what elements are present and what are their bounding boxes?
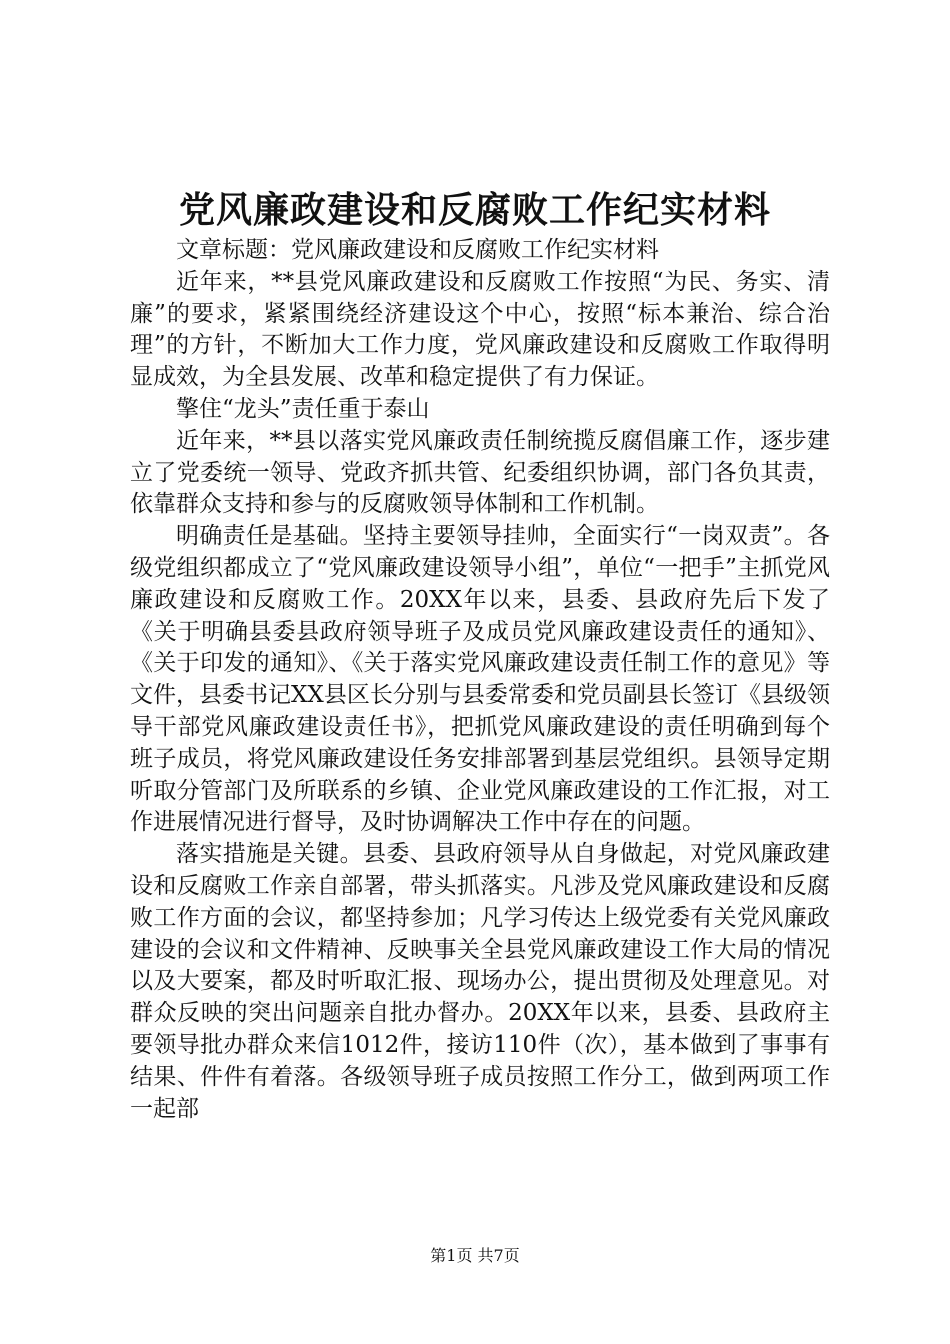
paragraph-measures: 落实措施是关键。县委、县政府领导从自身做起，对党风廉政建设和反腐败工作亲自部署，带头抓落实。凡涉及党风廉政建设和反腐败工作方面的会议，都坚持参加；凡学习传达上级党委有关党风廉政建设的会议和文件精神、反映事关全县党风廉政建设工作大局的情况以及大要案，都及时听取汇报、现场办公，提出贯彻及处理意见。对群众反映的突出问题亲自批办督办。20XX年以来，县委、县政府主要领导批办群众来信1012件，接访110件（次），基本做到了事事有结果、件件有着落。各级领导班子成员按照工作分工，做到两项工作一起部 [130,841,830,1122]
paragraph-article-title: 文章标题：党风廉政建设和反腐败工作纪实材料 [176,237,659,263]
paragraph-responsibility: 明确责任是基础。坚持主要领导挂帅，全面实行“一岗双责”。各级党组织都成立了“党风廉政建设领导小组”，单位“一把手”主抓党风廉政建设和反腐败工作。20XX年以来，县委、县政府先后下发了《关于明确县委县政府领导班子及成员党风廉政建设责任的通知》、《关于印发的通知》、《关于落实党风廉政建设责任制工作的意见》等文件，县委书记XX县区长分别与县委常委和党员副县长签订《县级领导干部党风廉政建设责任书》，把抓党风廉政建设的责任明确到每个班子成员，将党风廉政建设任务安排部署到基层党组织。县领导定期听取分管部门及所联系的乡镇、企业党风廉政建设的工作汇报，对工作进展情况进行督导，及时协调解决工作中存在的问题。 [130,523,830,836]
document-body [130,235,830,1125]
section-heading: 擎住“龙头”责任重于泰山 [176,395,430,422]
paragraph-intro: 近年来，**县党风廉政建设和反腐败工作按照“为民、务实、清廉”的要求，紧紧围绕经济建设这个中心，按照“标本兼治、综合治理”的方针，不断加大工作力度，党风廉政建设和反腐败工作取得明显成效，为全县发展、改革和稳定提供了有力保证。 [130,268,830,391]
document-title: 党风廉政建设和反腐败工作纪实材料 [178,189,771,231]
paragraph-system: 近年来，**县以落实党风廉政责任制统揽反腐倡廉工作，逐步建立了党委统一领导、党政齐抓共管、纪委组织协调，部门各负其责，依靠群众支持和参与的反腐败领导体制和工作机制。 [130,427,830,518]
page-number-footer: 第1页 共7页 [430,1246,520,1265]
